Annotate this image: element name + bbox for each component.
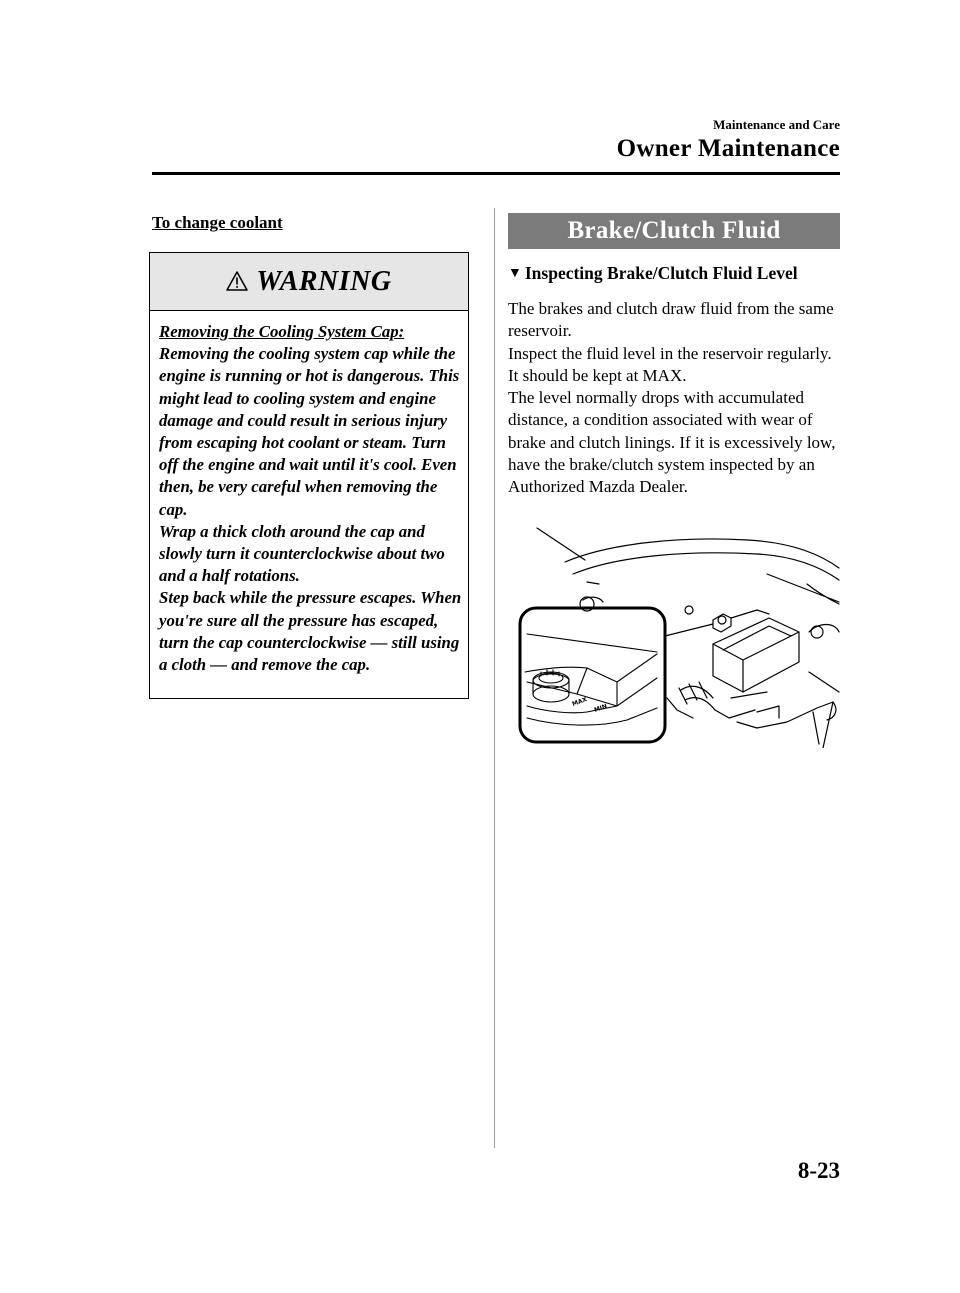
warning-paragraph-2: Wrap a thick cloth around the cap and slowly turn it counterclockwise about two and a half rotations. [159,521,445,586]
section-title-bar: Brake/Clutch Fluid [508,213,840,249]
header-rule [152,172,840,175]
warning-triangle-icon [226,271,248,291]
down-triangle-icon: ▼ [508,265,522,281]
warning-heading: Removing the Cooling System Cap: [159,322,405,341]
warning-body [150,311,468,676]
body-paragraph-1: The brakes and clutch draw fluid from the same reservoir. [508,299,834,341]
max-label: MAX [571,696,589,708]
header-chapter-title: Owner Maintenance [616,135,840,162]
page-number: 8-23 [797,1158,840,1183]
warning-paragraph-3: Step back while the pressure escapes. When you're sure all the pressure has escaped, turn the cap counterclockwise ― still using a cloth ― and remove the cap. [159,588,462,675]
warning-title: WARNING [256,265,392,297]
body-paragraph-3: The level normally drops with accumulated distance, a condition associated with wear of brake and clutch linings. If it is excessively low, have the brake/clutch system inspected by an Authorized Mazda Dealer. [508,388,836,497]
warning-header [150,253,468,311]
inspecting-subheading [508,263,798,284]
body-text [508,298,844,499]
header-section: Maintenance and Care [713,117,840,132]
warning-paragraph-1: Removing the cooling system cap while the engine is running or hot is dangerous. This might lead to cooling system and engine damage and could result in serious injury from escaping hot coolant or steam. Turn off the engine and wait until it's cool. Even then, be very careful when removing the cap. [159,344,460,519]
brake-fluid-reservoir-illustration [517,522,843,748]
warning-box [149,252,469,699]
coolant-subheading: To change coolant [152,213,283,232]
column-divider [494,208,495,1148]
body-paragraph-2: Inspect the fluid level in the reservoir regularly. It should be kept at MAX. [508,343,832,385]
inspecting-subheading-text: Inspecting Brake/Clutch Fluid Level [524,263,798,283]
min-label: MIN [593,702,609,714]
